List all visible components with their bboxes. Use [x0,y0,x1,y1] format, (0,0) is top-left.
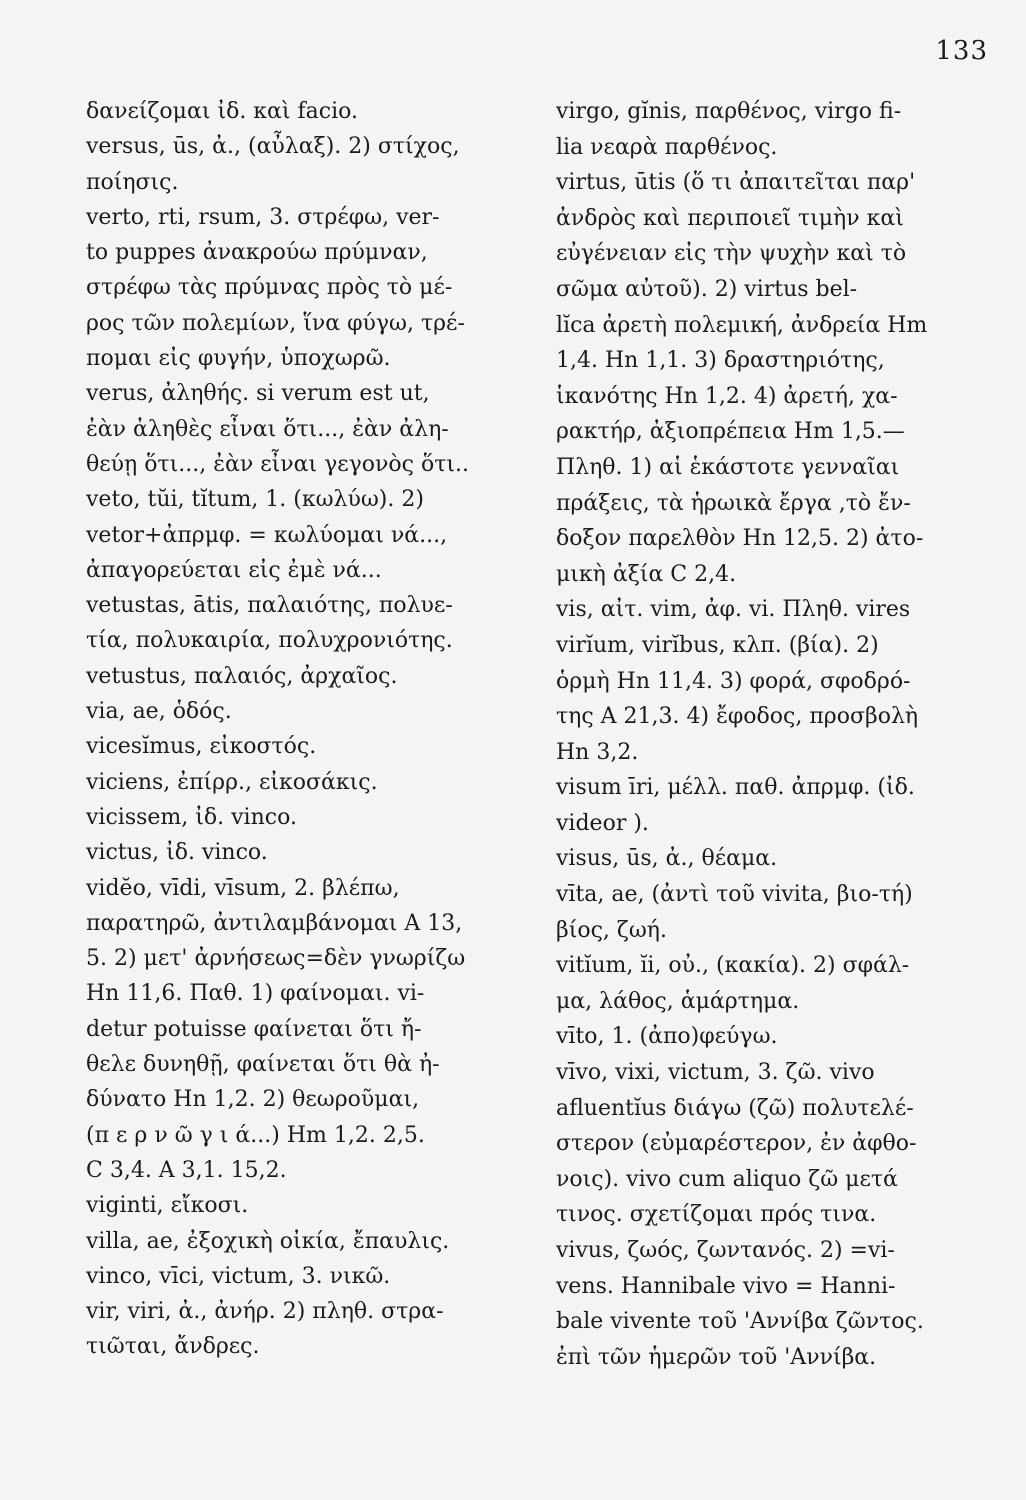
dictionary-line: της A 21,3. 4) ἔφοδος, προσβολὴ [556,704,919,730]
dictionary-line: θελε δυνηθῇ, φαίνεται ὅτι θὰ ἠ- [86,1052,440,1078]
dictionary-line: τία, πολυκαιρία, πολυχρονιότης. [86,628,453,654]
dictionary-line: μα, λάθος, ἁμάρτημα. [556,988,800,1014]
page-number: 133 [935,36,988,66]
dictionary-line: δοξον παρελθὸν Hn 12,5. 2) ἀτο- [556,526,924,552]
dictionary-line: detur potuisse φαίνεται ὅτι ἤ- [86,1016,422,1042]
dictionary-line: εὐγένειαν εἰς τὴν ψυχὴν καὶ τὸ [556,241,907,267]
dictionary-line: vetor+ἀπρμφ. = κωλύομαι νά..., [86,522,448,548]
dictionary-line: verto, rti, rsum, 3. στρέφω, ver- [86,204,440,230]
dictionary-line: τινος. σχετίζομαι πρός τινα. [556,1202,877,1228]
dictionary-line: 1,4. Hn 1,1. 3) δραστηριότης, [556,348,885,374]
dictionary-line: vetustus, παλαιός, ἀρχαῖος. [86,663,398,689]
dictionary-line: vīta, ae, (ἀντὶ τοῦ vivita, βιο-τή) [556,882,913,908]
dictionary-line: θεύῃ ὅτι..., ἐὰν εἶναι γεγονὸς ὅτι.. [86,451,470,477]
dictionary-line: vitĭum, ĭi, οὐ., (κακία). 2) σφάλ- [556,953,910,979]
dictionary-line: virĭum, virĭbus, κλπ. (βία). 2) [556,632,879,658]
dictionary-line: virtus, ūtis (ὅ τι ἀπαιτεῖται παρ' [556,170,916,196]
dictionary-line: afluentĭus διάγω (ζῶ) πολυτελέ- [556,1095,914,1121]
dictionary-line: Hn 11,6. Παθ. 1) φαίνομαι. vi- [86,981,425,1007]
dictionary-line: veto, tŭi, tĭtum, 1. (κωλύω). 2) [86,487,424,513]
dictionary-line: vīto, 1. (ἀπο)φεύγω. [556,1024,778,1050]
dictionary-line: ὁρμὴ Hn 11,4. 3) φορά, σφοδρό- [556,668,911,694]
dictionary-line: viciens, ἐπίρρ., εἰκοσάκις. [86,769,378,795]
dictionary-line: δύνατο Hn 1,2. 2) θεωροῦμαι, [86,1087,420,1113]
dictionary-line: νοις). vivo cum aliquo ζῶ μετά [556,1166,898,1192]
dictionary-line: vens. Hannibale vivo = Hanni- [556,1273,896,1299]
dictionary-line: σῶμα αὐτοῦ). 2) virtus bel- [556,276,858,302]
dictionary-line: στερον (εὐμαρέστερον, ἐν ἀφθο- [556,1131,917,1157]
dictionary-line: ρος τῶν πολεμίων, ἵνα φύγω, τρέ- [86,310,465,336]
dictionary-line: (π ε ρ ν ῶ γ ι ά...) Hm 1,2. 2,5. [86,1122,425,1148]
dictionary-line: ἐὰν ἀληθὲς εἶναι ὅτι..., ἐὰν ἀλη- [86,416,449,442]
dictionary-line: ἐπὶ τῶν ἡμερῶν τοῦ 'Αννίβα. [556,1344,877,1370]
dictionary-line: στρέφω τὰς πρύμνας πρὸς τὸ μέ- [86,275,453,301]
dictionary-line: C 3,4. A 3,1. 15,2. [86,1157,287,1183]
dictionary-line: lia νεαρὰ παρθένος. [556,134,778,160]
dictionary-line: vivus, ζωός, ζωντανός. 2) =vi- [556,1238,895,1263]
dictionary-line: Hn 3,2. [556,739,639,765]
dictionary-line: vinco, vīci, victum, 3. νικῶ. [86,1263,391,1289]
dictionary-line: ἱκανότης Hn 1,2. 4) ἀρετή, χα- [556,383,898,409]
right-column [556,94,996,1375]
dictionary-line: vidĕo, vīdi, vīsum, 2. βλέπω, [86,875,400,901]
dictionary-line: verus, ἀληθής. si verum est ut, [86,381,430,407]
dictionary-line: bale vivente τοῦ 'Αννίβα ζῶντος. [556,1309,924,1335]
dictionary-line: virgo, gĭnis, παρθένος, virgo fi- [556,99,902,124]
dictionary-line: to puppes ἀνακρούω πρύμναν, [86,240,428,266]
dictionary-line: vicesĭmus, εἰκοστός. [86,734,317,760]
dictionary-line: vir, viri, ἀ., ἀνήρ. 2) πληθ. στρα- [86,1299,444,1325]
dictionary-line: πράξεις, τὰ ἡρωικὰ ἔργα ,τὸ ἔν- [556,490,911,516]
dictionary-line: δανείζομαι ἰδ. καὶ facio. [86,99,358,124]
dictionary-line: 5. 2) μετ' ἀρνήσεως=δὲν γνωρίζω [86,946,466,972]
dictionary-line: ἀπαγορεύεται εἰς ἐμὲ νά... [86,557,382,583]
dictionary-line: lĭca ἀρετὴ πολεμική, ἀνδρεία Hm [556,312,928,338]
dictionary-line: τιῶται, ἄνδρες. [86,1334,260,1360]
dictionary-line: versus, ūs, ἀ., (αὖλαξ). 2) στίχος, [86,134,460,160]
dictionary-line: πομαι εἰς φυγήν, ὑποχωρῶ. [86,346,391,372]
dictionary-line: ρακτήρ, ἀξιοπρέπεια Hm 1,5.— [556,419,905,445]
dictionary-line: παρατηρῶ, ἀντιλαμβάνομαι A 13, [86,910,463,936]
dictionary-line: viginti, εἴκοσι. [86,1193,249,1219]
dictionary-line: vetustas, ātis, παλαιότης, πολυε- [86,593,453,619]
dictionary-line: victus, ἰδ. vinco. [86,840,268,866]
dictionary-line: Πληθ. 1) αἱ ἑκάστοτε γενναῖαι [556,454,900,480]
left-column [86,94,526,1365]
dictionary-line: visus, ūs, ἀ., θέαμα. [556,846,778,872]
dictionary-line: visum īri, μέλλ. παθ. ἀπρμφ. (ἰδ. [556,775,915,801]
dictionary-line: μικὴ ἀξία C 2,4. [556,561,737,587]
dictionary-line: ἀνδρὸς καὶ περιποιεῖ τιμὴν καὶ [556,205,904,231]
dictionary-line: vicissem, ἰδ. vinco. [86,804,297,830]
dictionary-line: vis, αἰτ. vim, ἀφ. vi. Πληθ. vires [556,597,911,623]
dictionary-line: ποίησις. [86,169,179,195]
dictionary-line: vīvo, vixi, victum, 3. ζῶ. vivo [556,1060,875,1086]
dictionary-line: βίος, ζωή. [556,917,667,943]
dictionary-line: videor ). [556,810,649,836]
dictionary-line: villa, ae, ἐξοχικὴ οἰκία, ἔπαυλις. [86,1228,450,1254]
dictionary-line: via, ae, ὁδός. [86,699,232,725]
